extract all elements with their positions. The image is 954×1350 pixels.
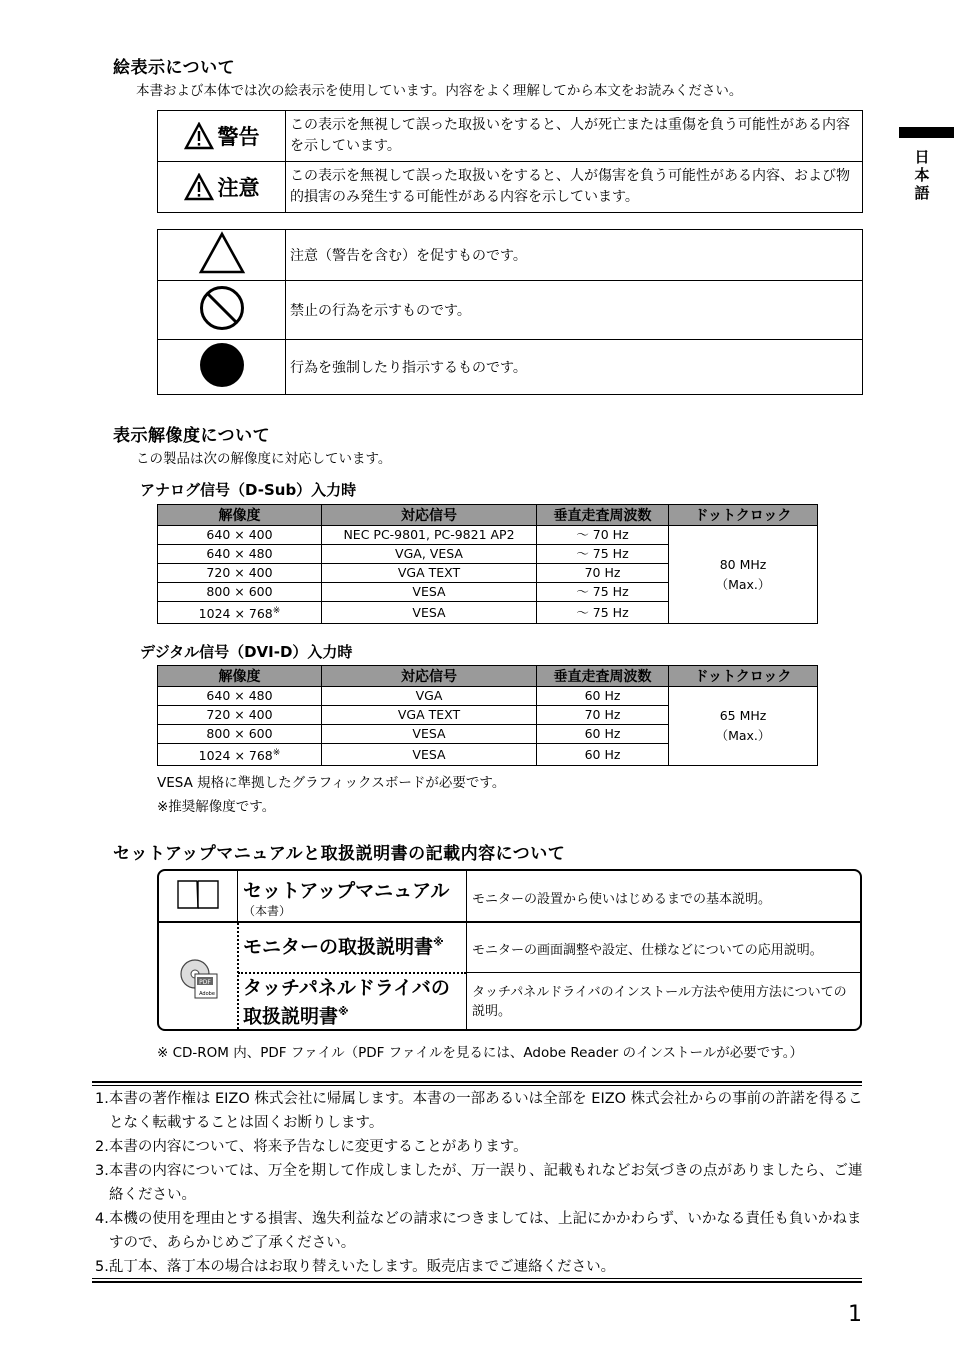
list-item: 3.本書の内容については、万全を期して作成しましたが、万一誤り、記載もれなどお気づきの点がありましたら、ご連絡ください。 [95, 1163, 863, 1203]
resolution-heading: 表示解像度について [113, 426, 271, 446]
resolution-note-vesa: VESA 規格に準拠したグラフィックスボードが必要です。 [157, 775, 506, 791]
table-row: 640 × 400 NEC PC-9801, PC-9821 AP2 ～ 70 Hz 80 MHz （Max.） [158, 526, 818, 545]
digital-resolution-table [157, 665, 818, 766]
manual-description: モニターの画面調整や設定、仕様などについての応用説明。 [472, 943, 823, 958]
table-row: 720 × 400 VGA TEXT 70 Hz [158, 706, 818, 725]
warning-triangle-icon [184, 122, 214, 150]
page-number: 1 [848, 1302, 862, 1327]
table-row: 640 × 480 VGA 60 Hz 65 MHz （Max.） [158, 687, 818, 706]
warning-table [157, 110, 863, 213]
cd-rom-footnote: ※ CD-ROM 内、PDF ファイル（PDF ファイルを見るには、Adobe Reader のインストールが必要です。） [157, 1045, 803, 1061]
table-row: 800 × 600 VESA 60 Hz [158, 725, 818, 744]
legal-notes [95, 1087, 865, 1279]
warning-triangle-icon [184, 173, 214, 201]
svg-text:PDF: PDF [199, 979, 211, 986]
manuals-heading: セットアップマニュアルと取扱説明書の記載内容について [113, 844, 566, 864]
manual-title: モニターの取扱説明書※ [243, 935, 444, 958]
svg-text:Adobe: Adobe [199, 991, 215, 997]
symbols-intro: 本書および本体では次の絵表示を使用しています。内容をよく理解してから本文をお読みください。 [136, 83, 743, 99]
language-tab-bar [899, 127, 954, 138]
list-item: 1.本書の著作権は EIZO 株式会社に帰属します。本書の一部あるいは全部を EIZO 株式会社からの事前の許諾を得ることなく転載することは固くお断りします。 [95, 1091, 863, 1131]
symbol-text: 行為を強制したり指示するものです。 [286, 340, 863, 395]
resolution-intro: この製品は次の解像度に対応しています。 [136, 451, 392, 467]
symbol-text: 禁止の行為を示すものです。 [286, 281, 863, 340]
warning-label: 警告 [159, 121, 284, 151]
table-header: 解像度 対応信号 垂直走査周波数 ドットクロック [158, 505, 818, 526]
caution-triangle-icon [198, 231, 246, 275]
prohibition-icon [198, 284, 246, 332]
analog-title: アナログ信号（D-Sub）入力時 [140, 481, 357, 499]
caution-row [158, 162, 863, 213]
symbols-heading: 絵表示について [113, 58, 236, 78]
table-row: 640 × 480 VGA, VESA ～ 75 Hz [158, 545, 818, 564]
manual-description: タッチパネルドライバのインストール方法や使用方法についての説明。 [472, 985, 847, 1019]
table-row: 800 × 600 VESA ～ 75 Hz [158, 583, 818, 602]
warning-text: この表示を無視して誤った取扱いをすると、人が死亡または重傷を負う可能性がある内容を示しています。 [286, 111, 863, 162]
list-item: 4.本機の使用を理由とする損害、逸失利益などの請求につきましては、上記にかかわらず、いかなる責任も負いかねますので、あらかじめご了承ください。 [95, 1211, 862, 1251]
manuals-box [157, 869, 862, 1031]
table-row: 720 × 400 VGA TEXT 70 Hz [158, 564, 818, 583]
caution-label: 注意 [159, 172, 284, 202]
symbol-table [157, 229, 863, 395]
table-row: 1024 × 768※ VESA ～ 75 Hz [158, 602, 818, 624]
language-tab-label: 日 本 語 [914, 148, 930, 202]
bottom-rule [92, 1278, 862, 1279]
book-icon [176, 878, 220, 912]
manual-title: タッチパネルドライバの 取扱説明書※ [243, 977, 450, 1028]
dot-clock-cell: 65 MHz （Max.） [669, 687, 818, 766]
digital-title: デジタル信号（DVI-D）入力時 [140, 643, 353, 661]
top-rule [92, 1081, 862, 1083]
analog-resolution-table [157, 504, 818, 624]
mandatory-action-icon [198, 341, 246, 389]
dot-clock-cell: 80 MHz （Max.） [669, 526, 818, 624]
symbol-row [158, 281, 863, 340]
warning-row [158, 111, 863, 162]
manual-subtitle: （本書） [243, 904, 292, 918]
symbol-row [158, 340, 863, 395]
table-header: 解像度 対応信号 垂直走査周波数 ドットクロック [158, 666, 818, 687]
table-row: 1024 × 768※ VESA 60 Hz [158, 744, 818, 766]
list-item: 5.乱丁本、落丁本の場合はお取り替えいたします。販売店までご連絡ください。 [95, 1259, 616, 1275]
manual-title: セットアップマニュアル [243, 880, 450, 902]
symbol-row [158, 230, 863, 281]
resolution-note-recommended: ※推奨解像度です。 [157, 799, 276, 815]
manual-description: モニターの設置から使いはじめるまでの基本説明。 [472, 892, 772, 907]
symbol-text: 注意（警告を含む）を促すものです。 [286, 230, 863, 281]
caution-text: この表示を無視して誤った取扱いをすると、人が傷害を負う可能性がある内容、および物的損害のみ発生する可能性がある内容を示しています。 [286, 162, 863, 213]
list-item: 2.本書の内容について、将来予告なしに変更することがあります。 [95, 1139, 528, 1155]
cd-rom-pdf-icon [179, 957, 223, 1001]
